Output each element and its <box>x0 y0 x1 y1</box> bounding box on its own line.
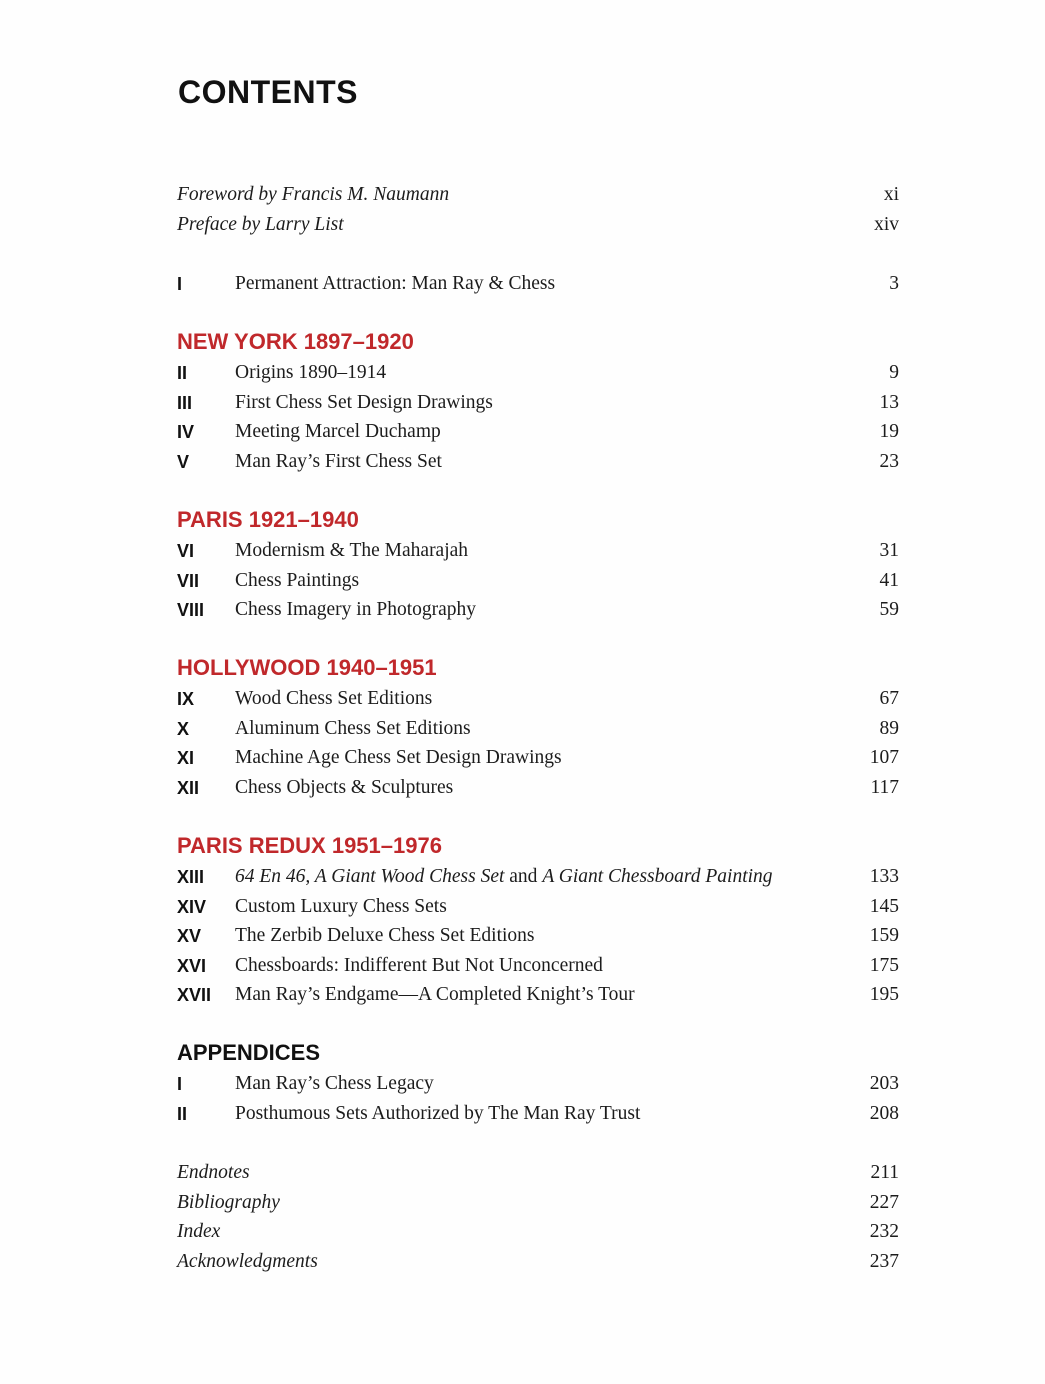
page-title: CONTENTS <box>178 74 358 110</box>
chapter-number: XVI <box>177 956 207 976</box>
toc-entry-chapter-17[interactable] <box>177 980 899 1010</box>
entry-title: Man Ray’s First Chess Set <box>235 451 442 472</box>
toc-entry-chapter-7[interactable] <box>177 566 899 596</box>
section-heading-paris: PARIS 1921–1940 <box>177 507 359 532</box>
section-heading-appendices: APPENDICES <box>177 1040 321 1065</box>
entry-page: 203 <box>869 1073 899 1094</box>
entry-title-italic-part: A Giant Chessboard Painting <box>542 866 773 887</box>
toc-entry-chapter-10[interactable] <box>177 714 899 744</box>
toc-entry-chapter-16[interactable] <box>177 951 899 981</box>
entry-title: Permanent Attraction: Man Ray & Chess <box>235 273 556 294</box>
entry-page: 232 <box>869 1221 899 1242</box>
chapter-number: IX <box>177 689 195 709</box>
entry-title-italic-part: 64 En 46, A Giant Wood Chess Set <box>235 866 505 887</box>
entry-page: 175 <box>869 955 899 976</box>
entry-page: 208 <box>869 1103 899 1124</box>
entry-page: 23 <box>879 451 899 472</box>
appendix-number: I <box>177 1074 183 1094</box>
toc-entry-chapter-2[interactable] <box>177 358 899 388</box>
entry-page: 107 <box>869 747 899 768</box>
toc-entry-appendix-2[interactable] <box>177 1099 899 1129</box>
entry-title: Posthumous Sets Authorized by The Man Ray Trust <box>235 1103 641 1124</box>
chapter-number: I <box>177 274 183 294</box>
chapter-number: XII <box>177 778 200 798</box>
toc-entry-chapter-9[interactable] <box>177 684 899 714</box>
chapter-number: X <box>177 719 190 739</box>
toc-entry-chapter-8[interactable] <box>177 595 899 625</box>
entry-page: xiv <box>874 214 899 235</box>
toc-entry-chapter-3[interactable] <box>177 388 899 418</box>
entry-title: Index <box>177 1221 221 1242</box>
entry-page: 89 <box>879 718 899 739</box>
entry-title: Chessboards: Indifferent But Not Unconcerned <box>235 955 603 976</box>
entry-page: xi <box>883 184 899 205</box>
chapter-number: VI <box>177 541 195 561</box>
chapter-number: XI <box>177 748 195 768</box>
toc-entry-bibliography[interactable] <box>177 1188 899 1218</box>
section-heading-hollywood: HOLLYWOOD 1940–1951 <box>177 655 437 680</box>
toc-entry-chapter-14[interactable] <box>177 892 899 922</box>
entry-title: Preface by Larry List <box>177 214 344 235</box>
entry-title: Chess Paintings <box>235 570 360 591</box>
entry-title: Chess Objects & Sculptures <box>235 777 454 798</box>
toc-entry-preface[interactable] <box>177 210 899 240</box>
toc-entry-chapter-15[interactable] <box>177 921 899 951</box>
entry-page: 211 <box>870 1162 899 1183</box>
chapter-number: XV <box>177 926 202 946</box>
entry-page: 145 <box>869 896 899 917</box>
toc-entry-index[interactable] <box>177 1217 899 1247</box>
entry-title: Meeting Marcel Duchamp <box>235 421 441 442</box>
entry-title: Man Ray’s Endgame—A Completed Knight’s Tour <box>235 984 635 1005</box>
appendix-number: II <box>177 1104 188 1124</box>
toc-entry-chapter-11[interactable] <box>177 743 899 773</box>
entry-page: 227 <box>869 1192 899 1213</box>
chapter-number: XVII <box>177 985 212 1005</box>
entry-page: 117 <box>870 777 899 798</box>
entry-page: 9 <box>889 362 899 383</box>
toc-entry-foreword[interactable] <box>177 180 899 210</box>
toc-entry-chapter-4[interactable] <box>177 417 899 447</box>
chapter-number: XIV <box>177 897 207 917</box>
entry-page: 133 <box>869 866 899 887</box>
entry-title: Bibliography <box>177 1192 280 1213</box>
toc-entry-chapter-12[interactable] <box>177 773 899 803</box>
entry-page: 59 <box>879 599 899 620</box>
entry-page: 41 <box>879 570 899 591</box>
entry-page: 31 <box>879 540 899 561</box>
entry-title: Foreword by Francis M. Naumann <box>177 184 450 205</box>
entry-page: 195 <box>869 984 899 1005</box>
toc-entry-chapter-5[interactable] <box>177 447 899 477</box>
toc-entry-acknowledgments[interactable] <box>177 1247 899 1277</box>
entry-title: Aluminum Chess Set Editions <box>235 718 471 739</box>
entry-title: Chess Imagery in Photography <box>235 599 477 620</box>
toc-entry-chapter-6[interactable] <box>177 536 899 566</box>
entry-title: Man Ray’s Chess Legacy <box>235 1073 434 1094</box>
entry-page: 159 <box>869 925 899 946</box>
entry-title: Acknowledgments <box>177 1251 318 1272</box>
entry-page: 19 <box>879 421 899 442</box>
chapter-number: XIII <box>177 867 205 887</box>
toc-entry-endnotes[interactable] <box>177 1158 899 1188</box>
chapter-number: IV <box>177 422 195 442</box>
entry-title: The Zerbib Deluxe Chess Set Editions <box>235 925 535 946</box>
chapter-number: VIII <box>177 600 205 620</box>
entry-title: Endnotes <box>177 1162 250 1183</box>
entry-page: 3 <box>889 273 899 294</box>
toc-entry-chapter-1[interactable] <box>177 269 899 299</box>
chapter-number: V <box>177 452 190 472</box>
entry-title: Modernism & The Maharajah <box>235 540 469 561</box>
entry-page: 237 <box>869 1251 899 1272</box>
section-heading-new-york: NEW YORK 1897–1920 <box>177 329 414 354</box>
chapter-number: VII <box>177 571 200 591</box>
entry-title: Wood Chess Set Editions <box>235 688 433 709</box>
entry-page: 67 <box>879 688 899 709</box>
chapter-number: II <box>177 363 188 383</box>
entry-title-joiner: and <box>504 866 543 887</box>
entry-title <box>235 862 773 892</box>
toc-entry-chapter-13[interactable] <box>177 862 899 892</box>
entry-page: 13 <box>879 392 899 413</box>
section-heading-paris-redux: PARIS REDUX 1951–1976 <box>177 833 442 858</box>
entry-title: First Chess Set Design Drawings <box>235 392 493 413</box>
entry-title: Custom Luxury Chess Sets <box>235 896 447 917</box>
toc-entry-appendix-1[interactable] <box>177 1069 899 1099</box>
chapter-number: III <box>177 393 193 413</box>
entry-title: Machine Age Chess Set Design Drawings <box>235 747 562 768</box>
entry-title: Origins 1890–1914 <box>235 362 387 383</box>
